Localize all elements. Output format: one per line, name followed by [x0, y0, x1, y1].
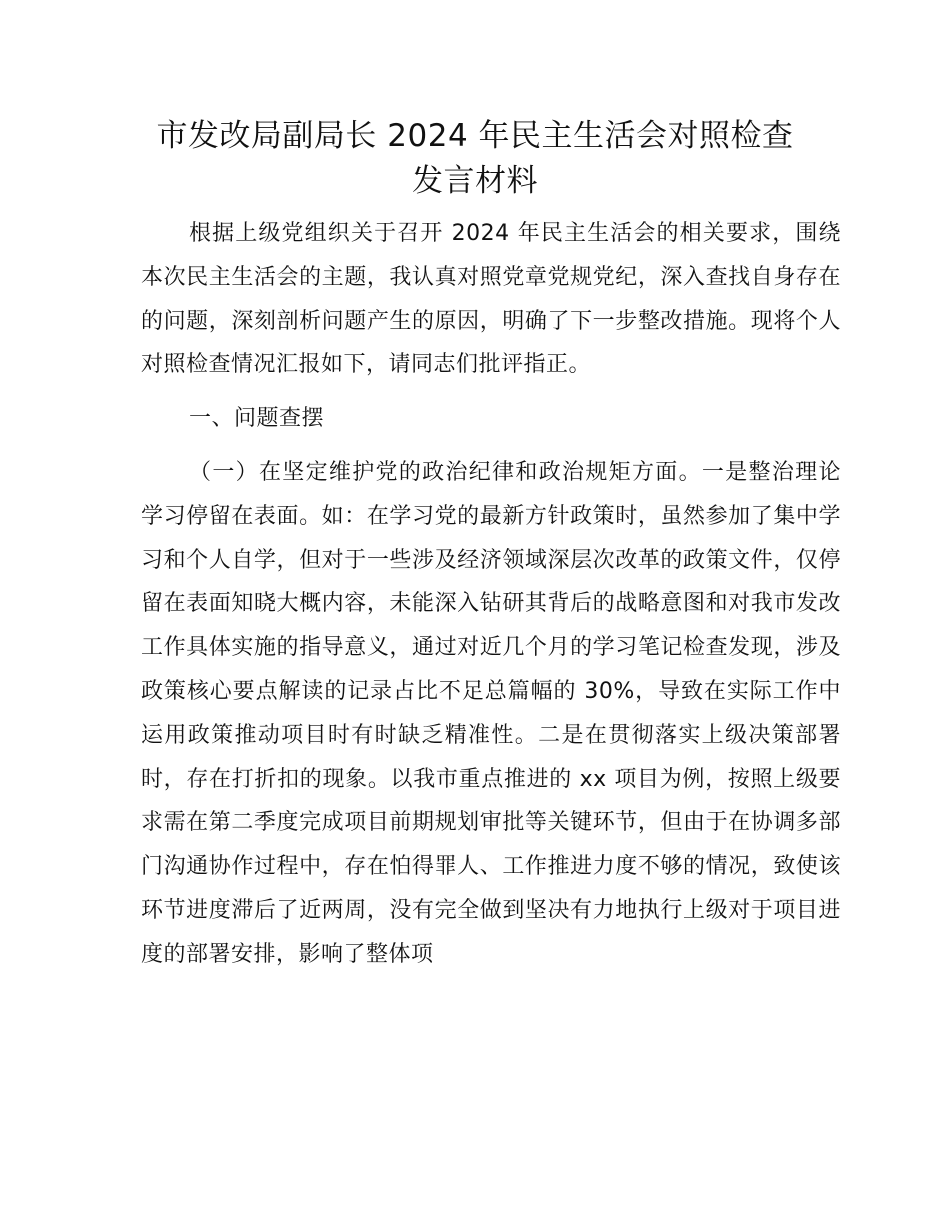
section-heading: 一、问题查摆 — [189, 406, 325, 432]
body-paragraph: （一）在坚定维护党的政治纪律和政治规矩方面。一是整治理论学习停留在表面。如：在学习党的最新方针政策时，虽然参加了集中学习和个人自学，但对于一些涉及经济领域深层次改革的政策文件，仅停留在表面知晓大概内容，未能深入钻研其背后的战略意图和对我市发改工作具体实施的指导意义，通过对近几个月的学习笔记检查发现，涉及政策核心要点解读的记录占比不足总篇幅的 30%，导致在实际工作中运用政策推动项目时有时缺乏精准性。二是在贯彻落实上级决策部署时，存在打折扣的现象。以我市重点推进的 xx 项目为例，按照上级要求需在第二季度完成项目前期规划审批等关键环节，但由于在协调多部门沟通协作过程中，存在怕得罪人、工作推进力度不够的情况，致使该环节进度滞后了近两周，没有完全做到坚决有力地执行上级对于项目进度的部署安排，影响了整体项 — [141, 459, 841, 967]
document-title-line-2: 发言材料 — [412, 163, 538, 199]
intro-paragraph: 根据上级党组织关于召开 2024 年民主生活会的相关要求，围绕本次民主生活会的主题，我认真对照党章党规党纪，深入查找自身存在的问题，深刻剖析问题产生的原因，明确了下一步整改措施。现将个人对照检查情况汇报如下，请同志们批评指正。 — [141, 221, 841, 378]
document-body — [141, 212, 841, 977]
document-title-line-1: 市发改局副局长 2024 年民主生活会对照检查 — [156, 118, 794, 154]
